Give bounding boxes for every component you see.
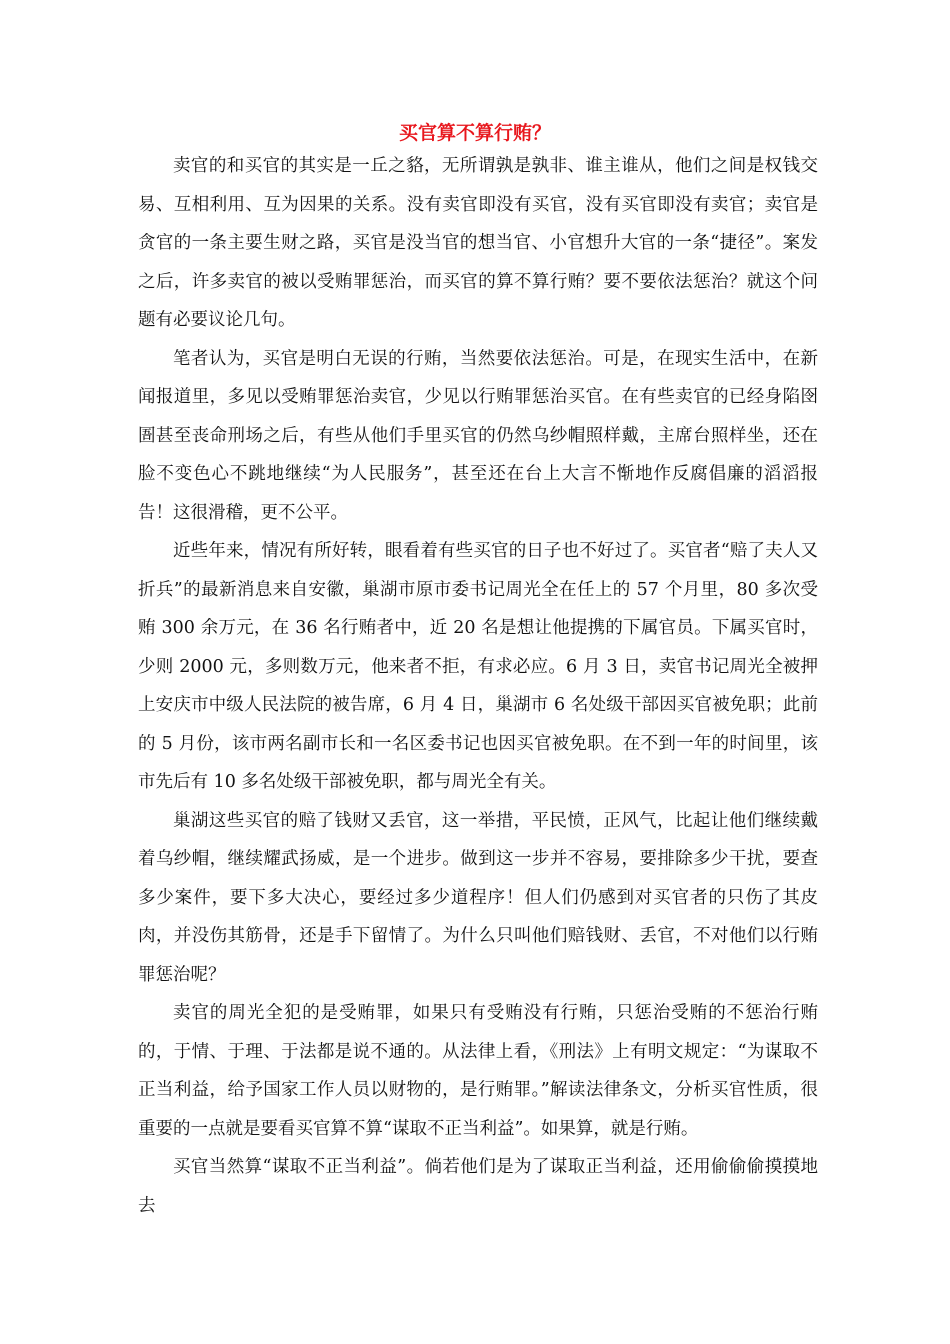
paragraph: 买官当然算“谋取不正当利益”。倘若他们是为了谋取正当利益，还用偷偷偷摸摸地去 xyxy=(138,1157,818,1216)
paragraph: 近些年来，情况有所好转，眼看着有些买官的日子也不好过了。买官者“赔了夫人又折兵”的最新消息来自安徽，巢湖市原市委书记周光全在任上的 57 个月里，80 多次受贿 300 余万元，在 36 名行贿者中，近 20 名是想让他提携的下属官员。下属买官时，少则 2000 元，多则数万元，他来者不拒，有求必应。6 月 3 日，卖官书记周光全被押上安庆市中级人民法院的被告席，6 月 4 日，巢湖市 6 名处级干部因买官被免职；此前的 5 月份，该市两名副市长和一名区委书记也因买官被免职。在不到一年的时间里，该市先后有 10 多名处级干部被免职，都与周光全有关。 xyxy=(138,541,818,792)
paragraph: 卖官的周光全犯的是受贿罪，如果只有受贿没有行贿，只惩治受贿的不惩治行贿的，于情、于理、于法都是说不通的。从法律上看，《刑法》上有明文规定：“为谋取不正当利益，给予国家工作人员以财物的，是行贿罪。”解读法律条文，分析买官性质，很重要的一点就是要看买官算不算“谋取不正当利益”。如果算，就是行贿。 xyxy=(138,1003,818,1139)
article-body xyxy=(138,147,818,1225)
paragraph: 笔者认为，买官是明白无误的行贿，当然要依法惩治。可是，在现实生活中，在新闻报道里，多见以受贿罪惩治卖官，少见以行贿罪惩治买官。在有些卖官的已经身陷囹圄甚至丧命刑场之后，有些从他们手里买官的仍然乌纱帽照样戴，主席台照样坐，还在脸不变色心不跳地继续“为人民服务”，甚至还在台上大言不惭地作反腐倡廉的滔滔报告！这很滑稽，更不公平。 xyxy=(138,348,818,523)
page-title: 买官算不算行贿？ xyxy=(398,122,551,144)
paragraph: 卖官的和买官的其实是一丘之貉，无所谓孰是孰非、谁主谁从，他们之间是权钱交易、互相利用、互为因果的关系。没有卖官即没有买官，没有买官即没有卖官；卖官是贪官的一条主要生财之路，买官是没当官的想当官、小官想升大官的一条“捷径”。案发之后，许多卖官的被以受贿罪惩治，而买官的算不算行贿？要不要依法惩治？就这个问题有必要议论几句。 xyxy=(138,156,818,330)
paragraph: 巢湖这些买官的赔了钱财又丢官，这一举措，平民愤，正风气，比起让他们继续戴着乌纱帽，继续耀武扬威，是一个进步。做到这一步并不容易，要排除多少干扰，要查多少案件，要下多大决心，要经过多少道程序！但人们仍感到对买官者的只伤了其皮肉，并没伤其筋骨，还是手下留情了。为什么只叫他们赔钱财、丢官，不对他们以行贿罪惩治呢？ xyxy=(138,810,818,985)
